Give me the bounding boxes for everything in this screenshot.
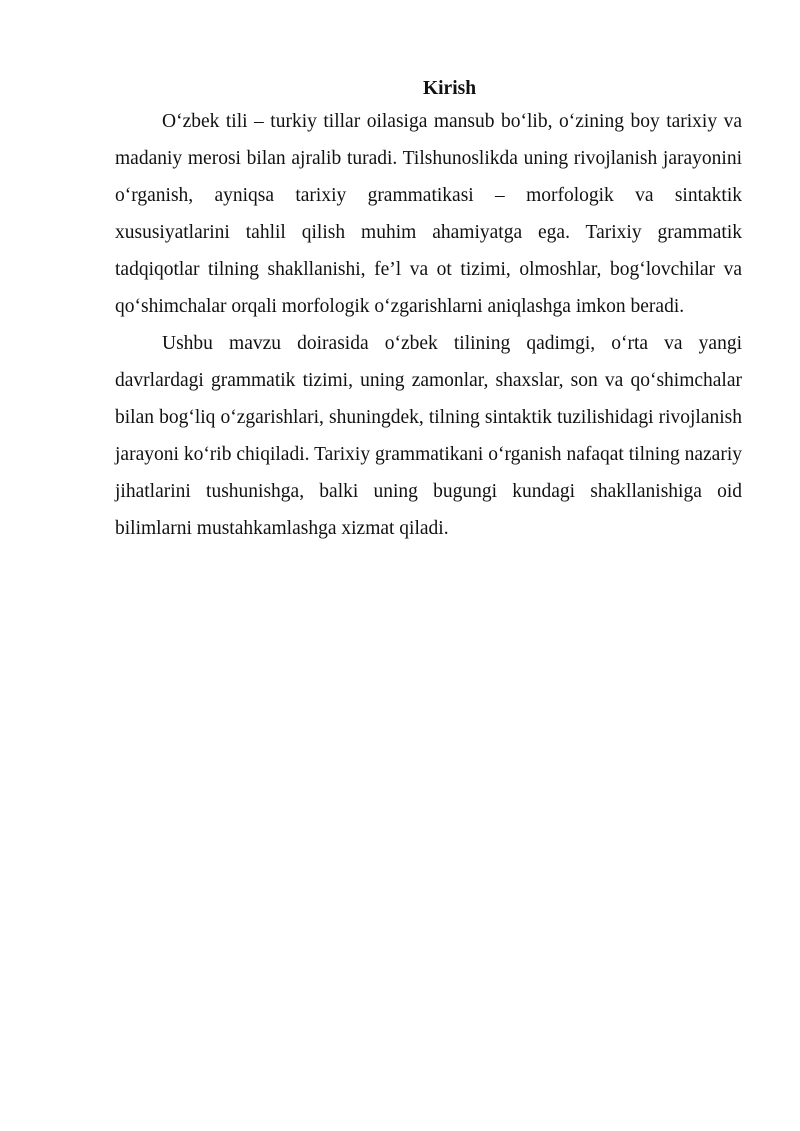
section-title: Kirish [422,78,477,99]
paragraph-2: Ushbu mavzu doirasida o‘zbek tilining qadimgi, o‘rta va yangi davrlardagi grammatik tizimi, uning zamonlar, shaxslar, son va qo‘shimchalar bilan bog‘liq o‘zgarishlari, shuningdek, tilning sintaktik tuzilishidagi rivojlanish jarayoni ko‘rib chiqiladi. Tarixiy grammatikani o‘rganish nafaqat tilning nazariy jihatlarini tushunishga, balki uning bugungi kundagi shakllanishiga oid bilimlarni mustahkamlashga xizmat qiladi. [115,333,742,539]
paragraph-1: O‘zbek tili – turkiy tillar oilasiga mansub bo‘lib, o‘zining boy tarixiy va madaniy merosi bilan ajralib turadi. Tilshunoslikda uning rivojlanish jarayonini o‘rganish, ayniqsa tarixiy grammatikasi – morfologik va sintaktik xususiyatlarini tahlil qilish muhim ahamiyatga ega. Tarixiy grammatik tadqiqotlar tilning shakllanishi, fe’l va ot tizimi, olmoshlar, bog‘lovchilar va qo‘shimchalar orqali morfologik o‘zgarishlarni aniqlashga imkon beradi. [115,111,742,317]
document-body [115,75,742,547]
